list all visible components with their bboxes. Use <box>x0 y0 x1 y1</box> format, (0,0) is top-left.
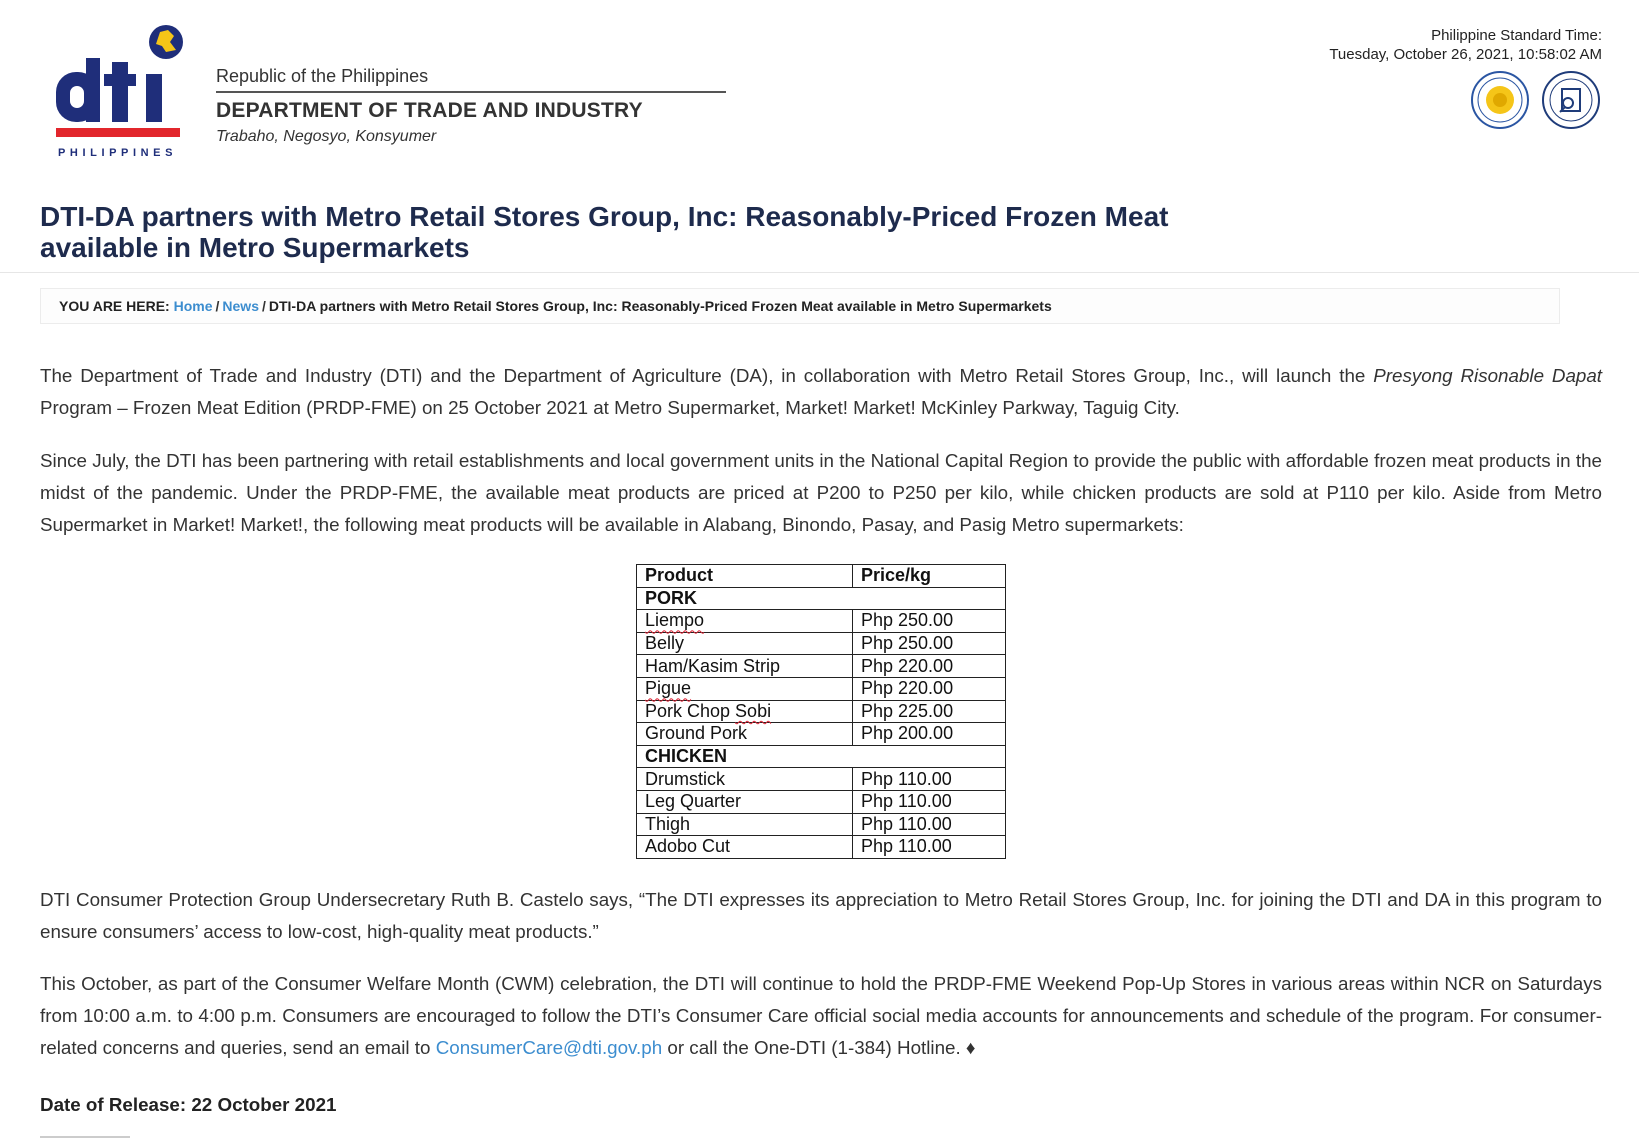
program-name: Presyong Risonable Dapat <box>1373 365 1603 386</box>
release-date: Date of Release: 22 October 2021 <box>40 1094 337 1115</box>
table-row <box>637 610 1006 633</box>
republic-label: Republic of the Philippines <box>216 66 429 86</box>
agency-tagline: Trabaho, Negosyo, Konsyumer <box>216 128 437 145</box>
product-name: Liempo <box>645 610 705 631</box>
product-name: Pork Chop <box>645 700 736 721</box>
product-cell <box>637 610 853 633</box>
paragraph-text: Program – Frozen Meat Edition (PRDP-FME) on 25 October 2021 at Metro Supermarket, Market! Market! McKinley Parkway, Taguig City. <box>40 397 1180 418</box>
article-paragraph-2: Since July, the DTI has been partnering with retail establishments and local government units in the National Capital Region to provide the public with affordable frozen meat products in the midst of the pandemic. Under the PRDP-FME, the available meat products are priced at P200 to P250 per kilo, while chicken products are sold at P110 per kilo. Aside from Metro Supermarket in Market! Market!, the following meat products will be available in Alabang, Binondo, Pasay, and Pasig Metro supermarkets: <box>40 450 1602 535</box>
title-line-2: available in Metro Supermarkets <box>40 232 470 263</box>
price-cell: Php 110.00 <box>853 813 1006 836</box>
agency-block <box>216 66 726 146</box>
section-label-chicken: CHICKEN <box>637 745 1006 768</box>
article-paragraph-4 <box>40 968 1602 1064</box>
paragraph-text: This October, as part of the Consumer Welfare Month (CWM) celebration, the DTI will continue to hold the PRDP-FME Weekend Pop-Up Stores in various areas within NCR on Saturdays from 10:00 a.m. to 4:00 p.m. Consumers are encouraged to follow the DTI’s Consumer Care official social media accounts for announcements and schedule of the program. For consumer-related concerns and queries, send an email to <box>40 973 1602 1058</box>
dti-logo[interactable] <box>56 24 194 164</box>
breadcrumb-news-link[interactable]: News <box>222 298 259 314</box>
price-table <box>636 564 1006 859</box>
price-cell: Php 225.00 <box>853 700 1006 723</box>
product-name-misspelled: Sobi <box>735 700 772 721</box>
standard-time <box>1329 26 1602 64</box>
breadcrumb-label: YOU ARE HERE: <box>59 298 170 314</box>
price-cell: Php 250.00 <box>853 632 1006 655</box>
seals <box>1470 70 1602 130</box>
time-value: Tuesday, October 26, 2021, 10:58:02 AM <box>1329 46 1602 63</box>
title-line-1: DTI-DA partners with Metro Retail Stores Group, Inc: Reasonably-Priced Frozen Meat <box>40 201 1169 232</box>
product-cell <box>637 700 853 723</box>
product-cell: Drumstick <box>637 768 853 791</box>
breadcrumb-current: DTI-DA partners with Metro Retail Stores Group, Inc: Reasonably-Priced Frozen Meat available in Metro Supermarkets <box>268 298 1052 314</box>
page-title <box>40 201 1200 263</box>
price-cell: Php 200.00 <box>853 723 1006 746</box>
table-row <box>637 723 1006 746</box>
breadcrumb <box>40 288 1560 324</box>
product-cell <box>637 677 853 700</box>
section-row-chicken <box>637 745 1006 768</box>
table-row <box>637 632 1006 655</box>
breadcrumb-separator: / <box>215 298 220 314</box>
agency-divider <box>216 91 726 93</box>
footer-divider <box>40 1136 130 1138</box>
table-row <box>637 677 1006 700</box>
product-name: Pigue <box>645 678 692 699</box>
product-cell: Ground Pork <box>637 723 853 746</box>
product-cell: Leg Quarter <box>637 790 853 813</box>
table-row <box>637 700 1006 723</box>
price-cell: Php 110.00 <box>853 768 1006 791</box>
table-row <box>637 790 1006 813</box>
header-price: Price/kg <box>853 565 1006 588</box>
section-label-pork: PORK <box>637 587 1006 610</box>
table-row <box>637 836 1006 859</box>
price-cell: Php 250.00 <box>853 610 1006 633</box>
article-paragraph-3: DTI Consumer Protection Group Undersecretary Ruth B. Castelo says, “The DTI expresses its appreciation to Metro Retail Stores Group, Inc. for joining the DTI and DA in this program to ensure consumers’ access to low-cost, high-quality meat products.” <box>40 889 1602 942</box>
table-header-row <box>637 565 1006 588</box>
section-row-pork <box>637 587 1006 610</box>
site-header <box>0 0 1639 190</box>
logo-country: PHILIPPINES <box>58 147 178 159</box>
table-row <box>637 813 1006 836</box>
paragraph-text: The Department of Trade and Industry (DTI) and the Department of Agriculture (DA), in collaboration with Metro Retail Stores Group, Inc., will launch the <box>40 365 1374 386</box>
transparency-seal-icon[interactable] <box>1472 72 1528 128</box>
table-row <box>637 768 1006 791</box>
product-cell: Belly <box>637 632 853 655</box>
department-name: DEPARTMENT OF TRADE AND INDUSTRY <box>216 99 643 122</box>
breadcrumb-home-link[interactable]: Home <box>173 298 213 314</box>
product-cell: Thigh <box>637 813 853 836</box>
consumer-care-email-link[interactable]: ConsumerCare@dti.gov.ph <box>435 1037 663 1058</box>
product-cell: Ham/Kasim Strip <box>637 655 853 678</box>
price-cell: Php 220.00 <box>853 677 1006 700</box>
price-cell: Php 110.00 <box>853 836 1006 859</box>
product-cell: Adobo Cut <box>637 836 853 859</box>
table-row <box>637 655 1006 678</box>
article-paragraph-1 <box>40 360 1602 424</box>
header-product: Product <box>637 565 853 588</box>
price-cell: Php 220.00 <box>853 655 1006 678</box>
time-label: Philippine Standard Time: <box>1431 27 1602 44</box>
title-divider <box>0 272 1639 273</box>
freedom-of-information-seal-icon[interactable] <box>1543 72 1599 128</box>
price-cell: Php 110.00 <box>853 790 1006 813</box>
paragraph-text: or call the One-DTI (1-384) Hotline. ♦ <box>662 1037 976 1058</box>
breadcrumb-separator: / <box>261 298 266 314</box>
